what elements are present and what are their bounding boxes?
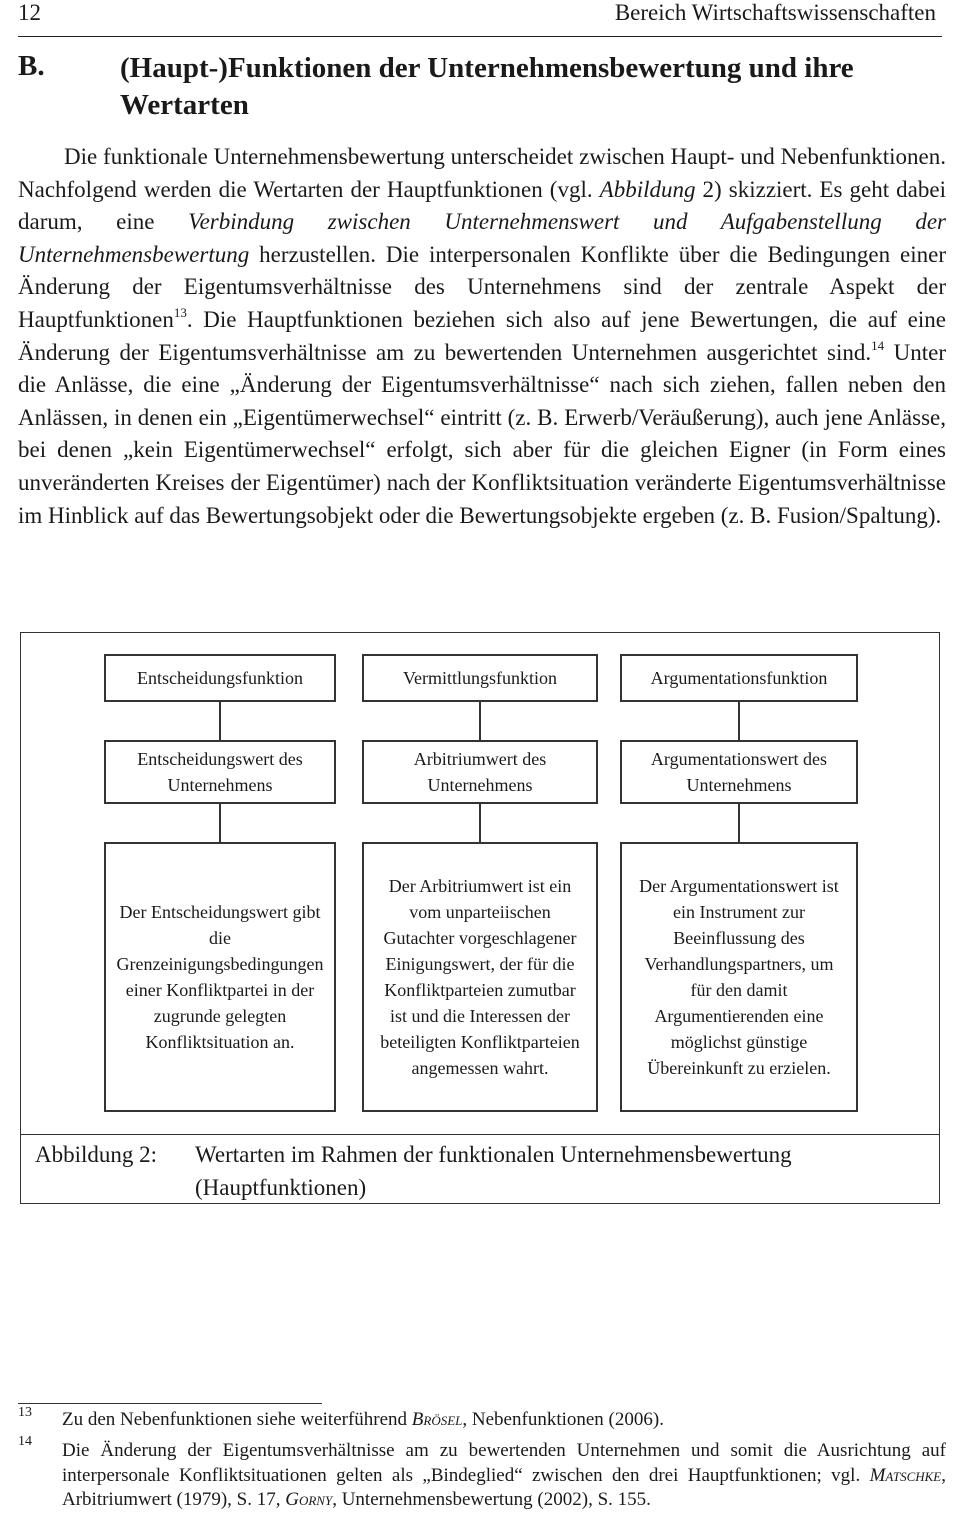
running-header-section: Bereich Wirtschaftswissenschaften [614,0,936,25]
function-box-entscheidung [104,654,336,702]
function-label: Vermittlungsfunktion [403,668,557,688]
paragraph-text: 2) skizziert. Es geht dabei darum, eine [18,176,946,235]
paragraph-text: Unter die Anlässe, die eine „Änderung der Eigentumsverhältnisse“ nach sich ziehen, fallen neben den Anlässen, in denen ein „Eigentümerwechsel“ eintritt (z. B. Erwerb/Veräußerung), auch jene Anlässe, bei denen „kein Eigentümerwechsel“ erfolgt, sich aber für die gleichen Eigner (in Form eines unveränderten Kreises der Eigentümer) nach der Konfliktsituation veränderte Eigentumsverhältnisse im Hinblick auf das Bewertungsobjekt oder die Bewertungsobjekte ergeben (z. B. Fusion/Spaltung). [18,339,946,528]
value-label: Entscheidungswert des Unternehmens [137,749,303,795]
value-label: Argumentationswert des Unternehmens [650,749,828,795]
section-letter: B. [18,50,45,82]
footnote-14 [62,1439,946,1513]
function-box-argumentation [620,654,858,702]
value-box-entscheidung [104,740,336,804]
connector-line [738,702,740,740]
footnote-13 [62,1408,946,1433]
caption-divider [20,1134,940,1135]
footnote-number: 14 [18,1434,32,1449]
emphasis-text: Verbindung zwischen Unternehmenswert und Aufgabenstellung der Unternehmensbewertung [18,209,946,267]
footnote-rule [18,1403,322,1404]
footnote-marker: 14 [871,337,885,353]
function-label: Entscheidungsfunktion [137,668,303,688]
footnote-author: Matschke [869,1464,942,1486]
page-number: 12 [18,0,41,25]
footnote-text: , Arbitriumwert (1979), S. 17, [62,1464,946,1510]
figure-caption-text: Wertarten im Rahmen der funktionalen Unternehmensbewertung (Hauptfunktionen) [195,1142,792,1200]
function-label: Argumentationsfunktion [650,668,828,688]
paragraph-text: Die funktionale Unternehmensbewertung unterscheidet zwischen Haupt- und Nebenfunktionen. Nachfolgend werden die Wertarten der Hauptfunktionen (vgl. [18,144,946,202]
footnote-text: , Nebenfunktionen (2006). [462,1409,664,1430]
footnote-marker: 13 [173,304,187,320]
header-rule [18,36,942,37]
description-text: Der Arbitriumwert ist ein vom unparteiischen Gutachter vorgeschlagener Einigungswert, der für die Konfliktparteien zumutbar ist und die Interessen der beteiligten Konfliktparteien angemessen wahrt. [380,876,580,1078]
description-text: Der Argumentationswert ist ein Instrument zur Beeinflussung des Verhandlungspartners, um für den damit Argumentierenden eine möglichst günstige Übereinkunft zu erzielen. [639,876,839,1078]
footnote-text: , Unternehmensbewertung (2002), S. 155. [332,1489,651,1510]
body-paragraph [18,141,946,532]
description-box-argumentation [620,842,858,1112]
connector-line [219,804,221,842]
paragraph-text: herzustellen. Die interpersonalen Konflikte über die Bedingungen einer Änderung der Eigentumsverhältnisse des Unternehmens sind der zentrale Aspekt der Hauptfunktionen [18,241,946,332]
connector-line [479,804,481,842]
footnote-text: Die Änderung der Eigentumsverhältnisse am zu bewertenden Unternehmen und somit die Ausrichtung auf interpersonale Konfliktsituationen gelten als „Bindeglied“ zwischen den drei Hauptfunktionen; vgl. [62,1440,946,1486]
figure-reference: Abbildung [599,176,696,202]
paragraph-text: . Die Hauptfunktionen beziehen sich also auf jene Bewertungen, die auf eine Änderung der Eigentumsverhältnisse am zu bewertenden Unternehmen ausgerichtet sind. [18,306,946,365]
section-title: (Haupt-)Funktionen der Unternehmensbewertung und ihre Wertarten [120,52,854,121]
footnote-author: Gorny [285,1489,333,1510]
figure-caption-label: Abbildung 2: [35,1142,158,1167]
footnote-number: 13 [18,1405,32,1420]
description-box-vermittlung [362,842,598,1112]
footnote-text: Zu den Nebenfunktionen siehe weiterführend [62,1409,412,1430]
description-box-entscheidung [104,842,336,1112]
connector-line [479,702,481,740]
footnote-author: Brösel [411,1409,463,1430]
value-label: Arbitriumwert des Unternehmens [413,749,547,795]
description-text: Der Entscheidungswert gibt die Grenzeinigungsbedingungen einer Konfliktpartei in der zugrunde gelegten Konfliktsituation an. [116,902,324,1052]
value-box-vermittlung [362,740,598,804]
function-box-vermittlung [362,654,598,702]
value-box-argumentation [620,740,858,804]
connector-line [738,804,740,842]
connector-line [219,702,221,740]
